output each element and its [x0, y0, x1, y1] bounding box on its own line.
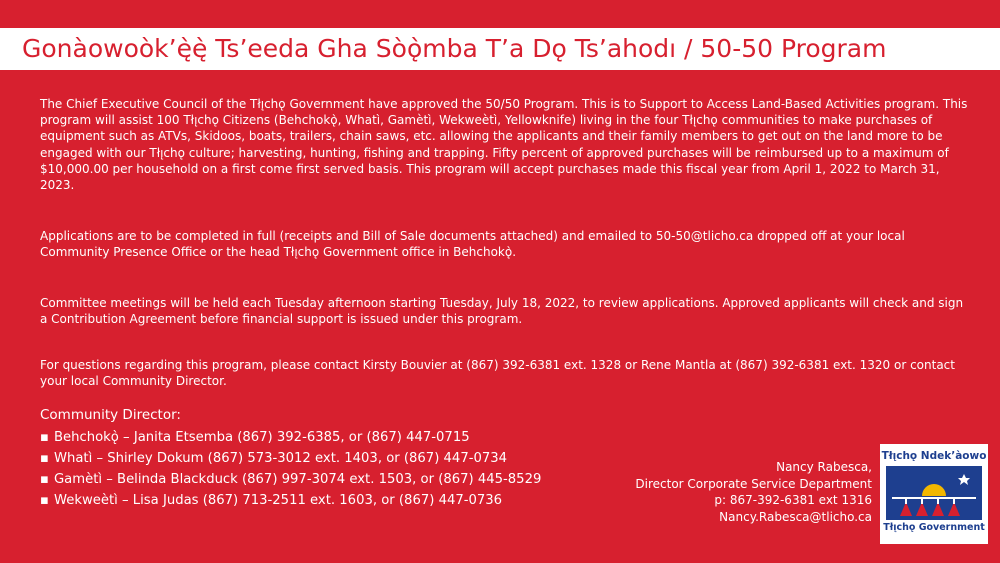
logo-emblem-icon — [886, 466, 982, 520]
contact-questions-info: For questions regarding this program, please contact Kirsty Bouvier at (867) 392-6381 ext. 1328 or Rene Mantla at (867) 392-6381 ext. 1320 or contact your local Community Director. — [40, 358, 955, 389]
community-directors — [40, 405, 610, 511]
contact-role: Director Corporate Service Department — [635, 476, 872, 491]
logo-bottom-text: Tłı̨chǫ Government — [883, 522, 985, 533]
directors-list — [40, 427, 610, 511]
program-description: The Chief Executive Council of the Tłı̨chǫ Government have approved the 50/50 Program. This is to Support to Access Land-Based Activities program. This program will assist 100 Tłı̨chǫ Citizens (Behchokǫ̀, Whatì, Gamètì, Wekweètì, Yellowknife) living in the four Tłı̨chǫ communities to make purchases of equipment such as ATVs, Skidoos, boats, trailers, chain saws, etc. allowing the applicants and their family members to get out on the land more to be engaged with our Tłı̨chǫ culture; harvesting, hunting, fishing and trapping. Fifty percent of approved purchases will be reimbursed up to a maximum of $10,000.00 per household on a first come first served basis. This program will accept purchases made this fiscal year from April 1, 2022 to March 31, 2023. — [40, 97, 968, 193]
page-title: Gonàowoòk’ę̀ę̀ Ts’eeda Gha Sòǫ̀mba T’a Dǫ Ts’ahodı / 50-50 Program — [22, 34, 887, 63]
title-bar — [0, 28, 1000, 70]
director-behchoko: ▪ Behchokǫ̀ – Janita Etsemba (867) 392-6385, or (867) 447-0715 — [40, 427, 610, 448]
contact-phone: p: 867-392-6381 ext 1316 — [714, 493, 872, 507]
signature-contact — [635, 459, 872, 525]
directors-heading: Community Director: — [40, 407, 181, 423]
application-instructions: Applications are to be completed in full (receipts and Bill of Sale documents attached) and emailed to 50-50@tlicho.ca dropped off at your local Community Presence Office or the head Tłı̨chǫ Government office in Behchokǫ̀. — [40, 229, 905, 260]
tlicho-government-logo — [880, 444, 988, 544]
logo-top-text: Tłı̨chǫ Ndek’àowo — [881, 450, 987, 462]
director-whati: ▪ Whatì – Shirley Dokum (867) 573-3012 ext. 1403, or (867) 447-0734 — [40, 448, 610, 469]
contact-name: Nancy Rabesca, — [776, 460, 872, 474]
contact-email: Nancy.Rabesca@tlicho.ca — [719, 509, 872, 524]
committee-meetings-info: Committee meetings will be held each Tuesday afternoon starting Tuesday, July 18, 2022, to review applications. Approved applicants will check and sign a Contribution Agreement before financial support is issued under this program. — [40, 296, 964, 327]
director-wekweeti: ▪ Wekweètì – Lisa Judas (867) 713-2511 ext. 1603, or (867) 447-0736 — [40, 490, 610, 511]
director-gameti: ▪ Gamètì – Belinda Blackduck (867) 997-3074 ext. 1503, or (867) 445-8529 — [40, 469, 610, 490]
